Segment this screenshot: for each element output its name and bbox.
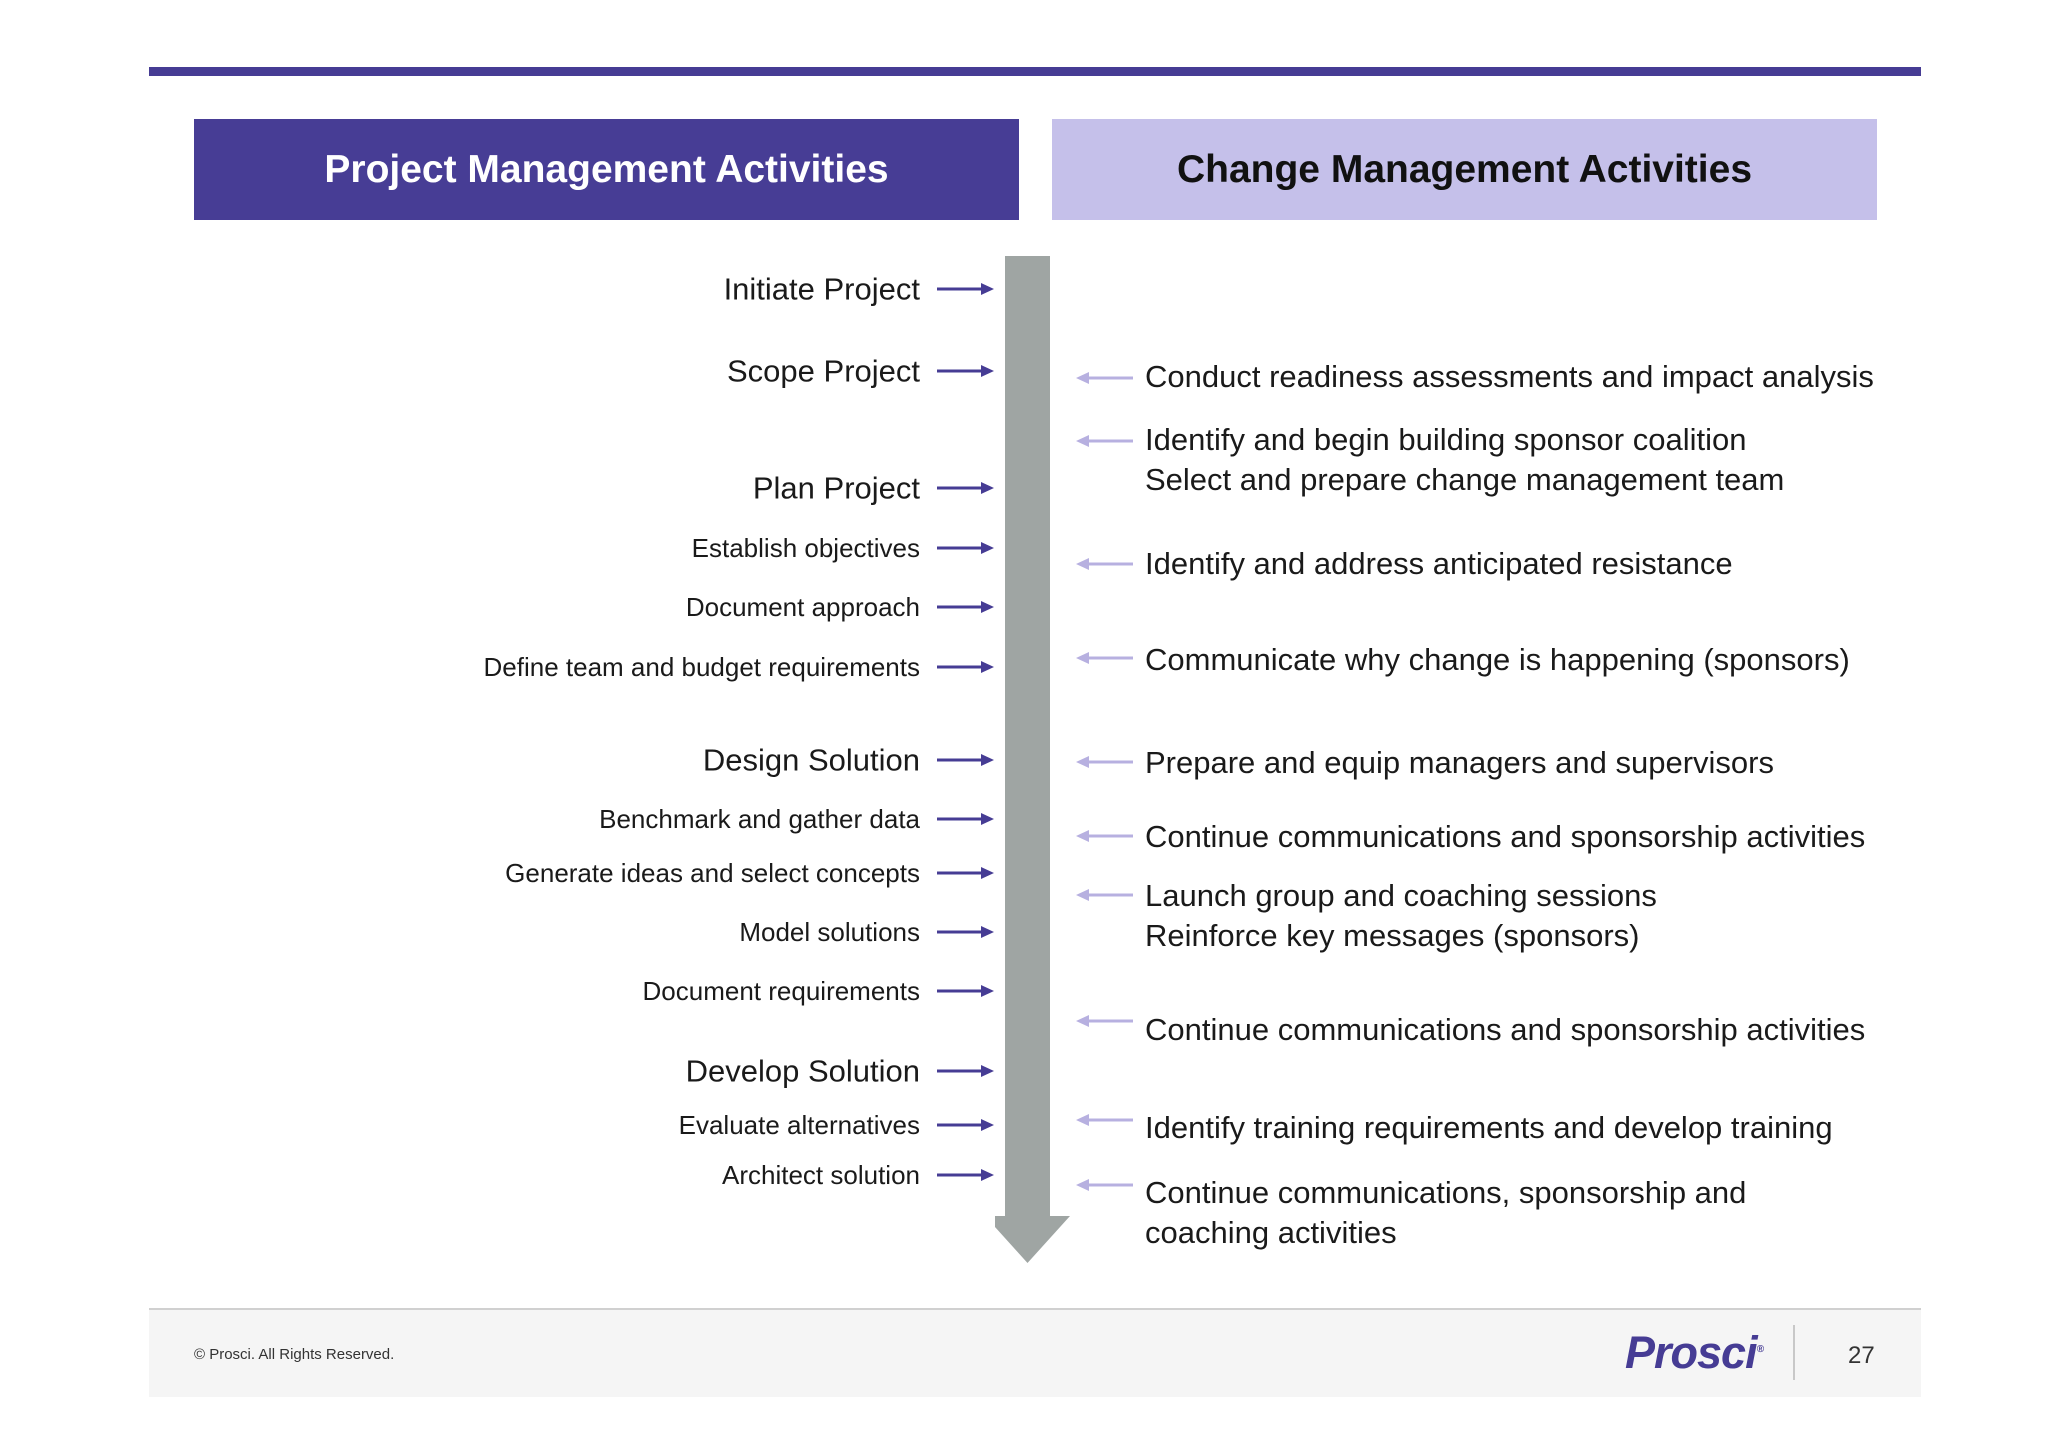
change-management-header bbox=[1052, 119, 1877, 220]
left-arrow-icon bbox=[1075, 434, 1133, 448]
project-activity-label: Develop Solution bbox=[685, 1053, 920, 1089]
change-activity-line: Prepare and equip managers and supervisors bbox=[1145, 745, 1774, 780]
right-arrow-icon bbox=[937, 541, 995, 555]
right-arrow-icon bbox=[937, 1118, 995, 1132]
change-activity-item bbox=[1145, 817, 1865, 857]
project-activity-label: Evaluate alternatives bbox=[678, 1110, 920, 1140]
project-activity-label: Design Solution bbox=[702, 742, 920, 778]
change-activity-item bbox=[1145, 1173, 1746, 1253]
change-activity-line: Select and prepare change management team bbox=[1145, 462, 1785, 497]
change-activity-item bbox=[1145, 1108, 1833, 1148]
change-activity-item bbox=[1145, 357, 1874, 397]
timeline-arrow-shape bbox=[995, 256, 1070, 1263]
change-activity-item bbox=[1145, 743, 1774, 783]
left-arrow-icon bbox=[1075, 651, 1133, 665]
change-activity-line: Communicate why change is happening (sponsors) bbox=[1145, 642, 1850, 677]
left-arrow-icon bbox=[1075, 829, 1133, 843]
left-arrow-icon bbox=[1075, 557, 1133, 571]
right-arrow-icon bbox=[937, 600, 995, 614]
right-arrow-icon bbox=[937, 660, 995, 674]
right-arrow-icon bbox=[937, 753, 995, 767]
left-arrow-icon bbox=[1075, 1113, 1133, 1127]
left-arrow-icon bbox=[1075, 888, 1133, 902]
copyright-text: © Prosci. All Rights Reserved. bbox=[194, 1346, 395, 1363]
change-activity-line: Conduct readiness assessments and impact analysis bbox=[1145, 359, 1874, 394]
project-management-title: Project Management Activities bbox=[324, 147, 889, 191]
change-activity-line: Identify and address anticipated resistance bbox=[1145, 546, 1733, 581]
left-arrow-icon bbox=[1075, 1178, 1133, 1192]
change-activity-line: Identify training requirements and develop training bbox=[1145, 1110, 1833, 1145]
right-arrow-icon bbox=[937, 364, 995, 378]
project-activity-label: Document requirements bbox=[642, 976, 920, 1006]
project-activity-label: Document approach bbox=[685, 592, 920, 622]
prosci-logo bbox=[1625, 1327, 1763, 1379]
left-arrow-icon bbox=[1075, 1014, 1133, 1028]
change-activity-item bbox=[1145, 544, 1733, 584]
change-activity-line: Launch group and coaching sessions bbox=[1145, 878, 1657, 913]
change-activity-line: Continue communications and sponsorship activities bbox=[1145, 1012, 1866, 1047]
right-arrow-icon bbox=[937, 812, 995, 826]
timeline-arrow bbox=[995, 256, 1075, 1266]
project-activity-label: Scope Project bbox=[727, 353, 920, 389]
project-activity-label: Architect solution bbox=[722, 1160, 920, 1190]
project-activity-label: Define team and budget requirements bbox=[483, 652, 920, 682]
change-activity-line: Continue communications, sponsorship and bbox=[1145, 1175, 1747, 1210]
change-activity-line: coaching activities bbox=[1145, 1215, 1397, 1250]
right-arrow-icon bbox=[937, 1064, 995, 1078]
project-management-header bbox=[194, 119, 1019, 220]
project-activity-label: Establish objectives bbox=[691, 533, 920, 563]
change-management-title: Change Management Activities bbox=[1176, 147, 1753, 191]
left-arrow-icon bbox=[1075, 755, 1133, 769]
change-activity-line: Identify and begin building sponsor coalition bbox=[1145, 422, 1747, 457]
right-arrow-icon bbox=[937, 925, 995, 939]
registered-mark: ® bbox=[1756, 1344, 1763, 1355]
project-activity-label: Plan Project bbox=[752, 470, 920, 506]
right-arrow-icon bbox=[937, 481, 995, 495]
change-activity-item bbox=[1145, 640, 1850, 680]
page-number: 27 bbox=[1848, 1342, 1875, 1369]
project-activity-label: Generate ideas and select concepts bbox=[505, 858, 920, 888]
project-activity-label: Initiate Project bbox=[723, 271, 920, 307]
left-arrow-icon bbox=[1075, 371, 1133, 385]
change-activity-line: Continue communications and sponsorship activities bbox=[1145, 819, 1866, 854]
top-rule bbox=[149, 67, 1921, 76]
change-activity-line: Reinforce key messages (sponsors) bbox=[1145, 918, 1640, 953]
change-activity-item bbox=[1145, 420, 1784, 500]
project-activity-label: Benchmark and gather data bbox=[599, 804, 920, 834]
right-arrow-icon bbox=[937, 1168, 995, 1182]
right-arrow-icon bbox=[937, 282, 995, 296]
logo-text: Prosci bbox=[1625, 1327, 1757, 1378]
project-activity-label: Model solutions bbox=[739, 917, 920, 947]
footer-divider bbox=[1793, 1325, 1795, 1380]
right-arrow-icon bbox=[937, 984, 995, 998]
change-activity-item bbox=[1145, 876, 1657, 956]
change-activity-item bbox=[1145, 1010, 1865, 1050]
right-arrow-icon bbox=[937, 866, 995, 880]
